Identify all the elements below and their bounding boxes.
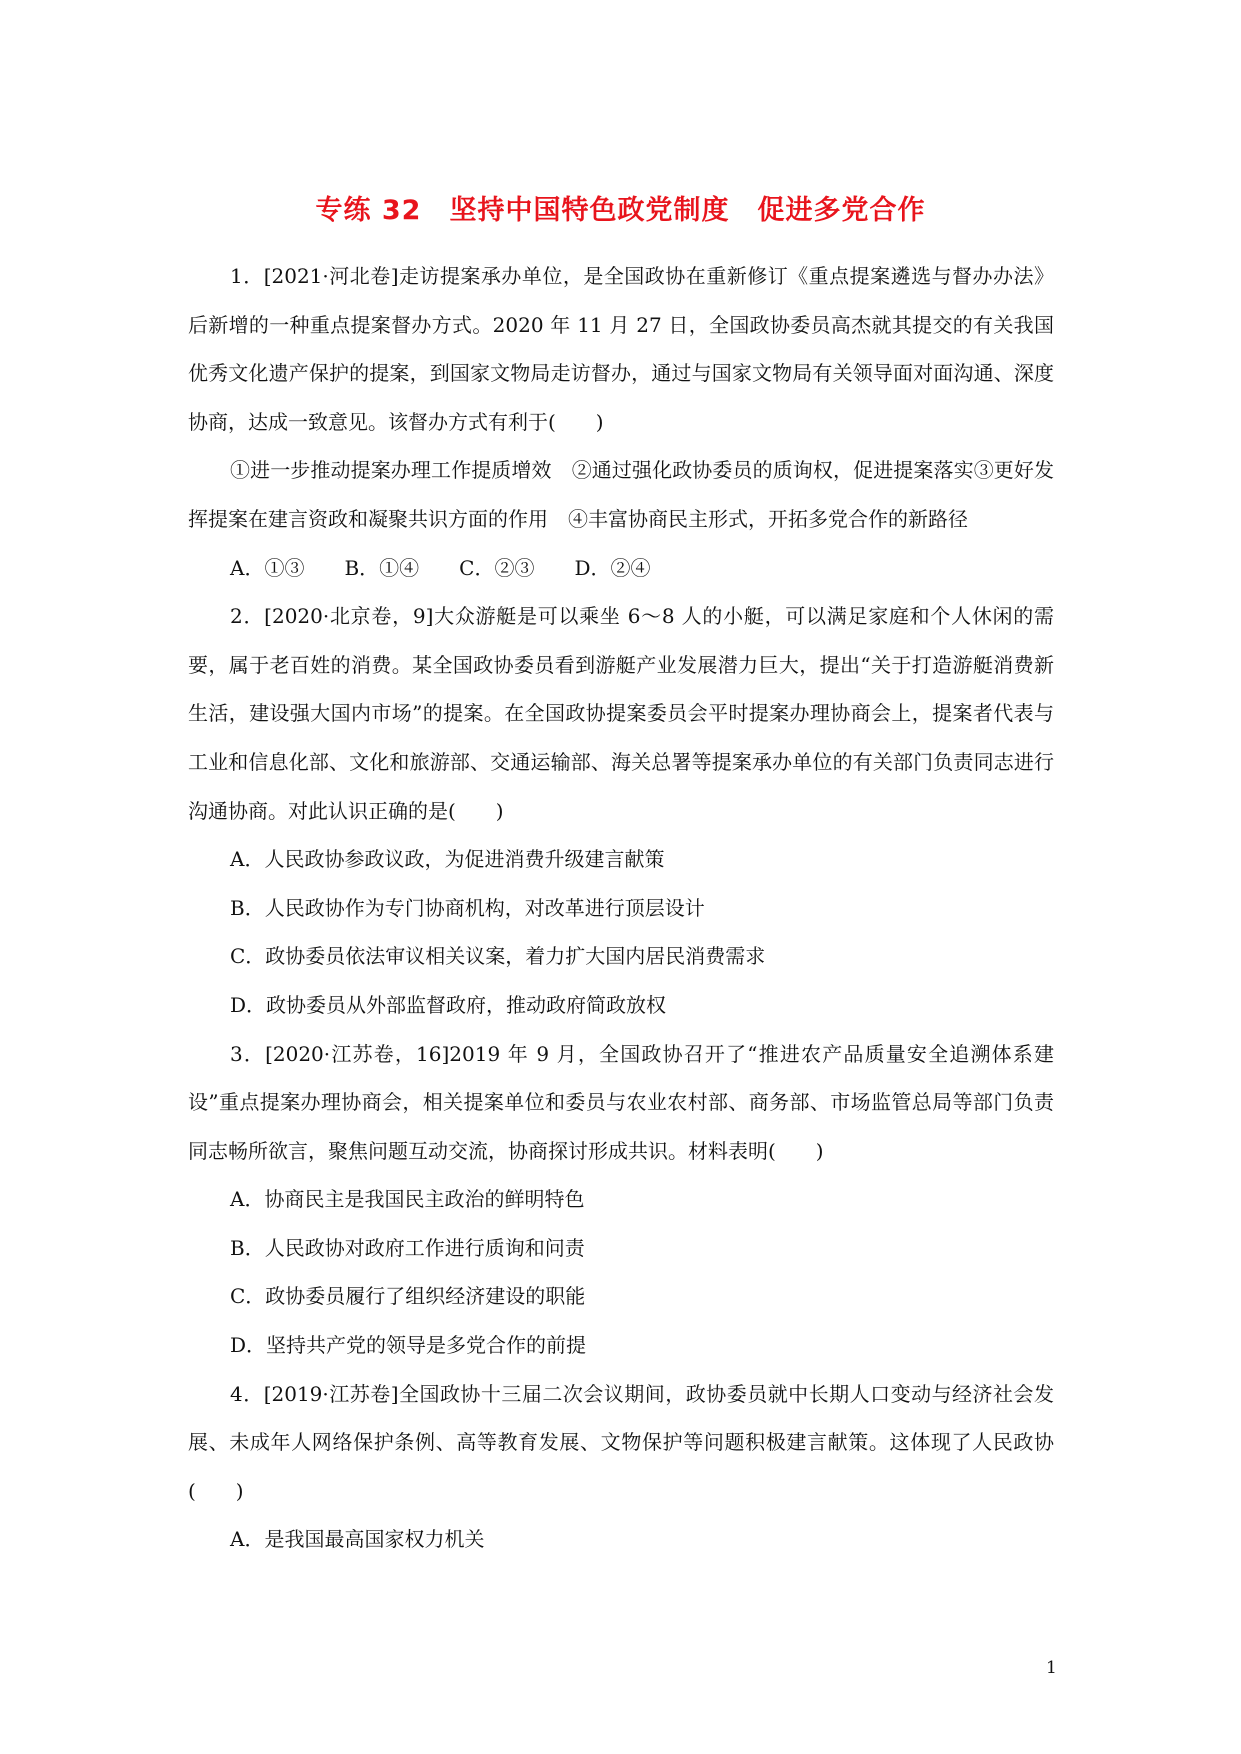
question-3-option-c: C．政协委员履行了组织经济建设的职能 — [230, 1284, 586, 1309]
question-2-option-b: B．人民政协作为专门协商机构，对改革进行顶层设计 — [230, 895, 705, 920]
page-number: 1 — [1046, 1658, 1057, 1678]
question-1-stem: 1．[2021·河北卷]走访提案承办单位，是全国政协在重新修订《重点提案遴选与督办办法》后新增的一种重点提案督办方式。2020 年 11 月 27 日，全国政协委员高杰就其提交的有关我国优秀文化遗产保护的提案，到国家文物局走访督办，通过与国家文物局有关领导面对面沟通、深度协商，达成一致意见。该督办方式有利于( ) — [188, 264, 1054, 434]
question-4-stem: 4．[2019·江苏卷]全国政协十三届二次会议期间，政协委员就中长期人口变动与经济社会发展、未成年人网络保护条例、高等教育发展、文物保护等问题积极建言献策。这体现了人民政协( ) — [188, 1381, 1054, 1503]
question-3-option-d: D．坚持共产党的领导是多党合作的前提 — [230, 1333, 587, 1358]
question-3-option-b: B．人民政协对政府工作进行质询和问责 — [230, 1235, 585, 1260]
question-2-stem: 2．[2020·北京卷，9]大众游艇是可以乘坐 6～8 人的小艇，可以满足家庭和个人休闲的需要，属于老百姓的消费。某全国政协委员看到游艇产业发展潜力巨大，提出“关于打造游艇消费新生活，建设强大国内市场”的提案。在全国政协提案委员会平时提案办理协商会上，提案者代表与工业和信息化部、文化和旅游部、交通运输部、海关总署等提案承办单位的有关部门负责同志进行沟通协商。对此认识正确的是( ) — [188, 604, 1054, 823]
page-title: 专练 32 坚持中国特色政党制度 促进多党合作 — [315, 195, 926, 226]
question-3-option-a: A．协商民主是我国民主政治的鲜明特色 — [230, 1187, 585, 1212]
question-3-stem: 3．[2020·江苏卷，16]2019 年 9 月，全国政协召开了“推进农产品质量安全追溯体系建设”重点提案办理协商会，相关提案单位和委员与农业农村部、商务部、市场监管总局等部门负责同志畅所欲言，聚焦问题互动交流，协商探讨形成共识。材料表明( ) — [188, 1041, 1054, 1163]
question-2-option-d: D．政协委员从外部监督政府，推动政府简政放权 — [230, 992, 667, 1017]
question-4-option-a: A．是我国最高国家权力机关 — [230, 1527, 485, 1552]
question-1-statements: ①进一步推动提案办理工作提质增效 ②通过强化政协委员的质询权，促进提案落实③更好发挥提案在建言资政和凝聚共识方面的作用 ④丰富协商民主形式，开拓多党合作的新路径 — [188, 458, 1054, 531]
question-2-option-c: C．政协委员依法审议相关议案，着力扩大国内居民消费需求 — [230, 944, 766, 969]
question-2-option-a: A．人民政协参政议政，为促进消费升级建言献策 — [230, 847, 665, 872]
question-1-options: A．①③ B．①④ C．②③ D．②④ — [230, 555, 651, 580]
question-list — [188, 252, 1054, 1564]
